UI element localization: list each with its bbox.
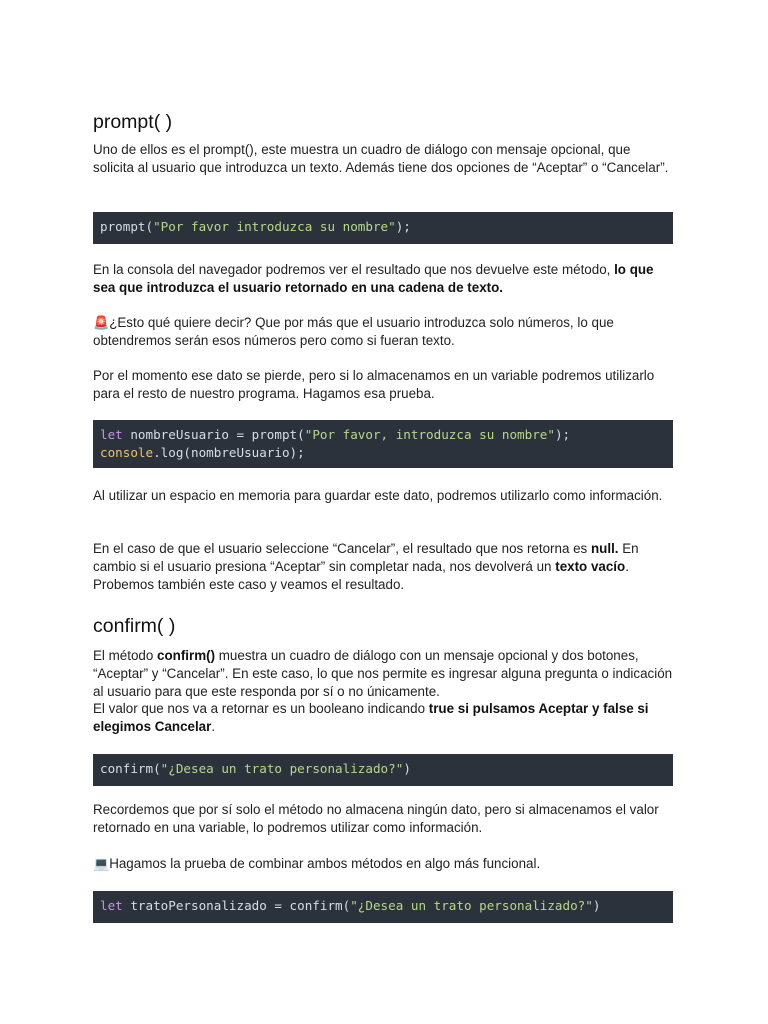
prompt-explanation-paragraph: [93, 314, 675, 350]
text-run: muestra un cuadro de diálogo con un mensaje opcional y dos botones, “Aceptar” y “Cancelar”. En este caso, lo que nos permite es ingresar alguna pregunta o indicación al usuario para que este responda por sí o no únicamente.: [93, 648, 673, 699]
bold-text: texto vacío: [555, 558, 626, 574]
code-token: prompt(: [100, 219, 154, 234]
code-string: "Por favor introduzca su nombre": [153, 219, 396, 234]
code-string: "¿Desea un trato personalizado?": [350, 898, 593, 913]
code-string: "¿Desea un trato personalizado?": [160, 761, 404, 776]
laptop-icon: 💻: [93, 856, 110, 871]
code-string: "Por favor, introduzca su nombre": [304, 427, 555, 442]
text-run: En el caso de que el usuario seleccione “Cancelar”, el resultado que nos retorna es: [93, 541, 591, 556]
text-run: El método: [93, 648, 158, 663]
confirm-intro-paragraph: [93, 647, 675, 736]
text-run: . Probemos también este caso y veamos el resultado.: [93, 558, 629, 592]
prompt-heading: prompt( ): [93, 111, 173, 133]
text-run: En cambio si el usuario presiona “Aceptar” sin completar nada, nos devolverá un: [93, 541, 639, 574]
code-token: );: [395, 219, 411, 234]
text-run: El valor que nos va a retornar es un booleano indicando: [93, 701, 429, 717]
bold-text: true si pulsamos Aceptar y false si elegimos Cancelar: [93, 701, 649, 735]
text-run: Hagamos la prueba de combinar ambos métodos en algo más funcional.: [109, 856, 541, 871]
bold-text: confirm(): [157, 648, 216, 663]
prompt-cancel-paragraph: [93, 540, 675, 593]
text-run: ¿Esto qué quiere decir? Que por más que el usuario introduzca solo números, lo que obtendremos serán esos números pero como si fueran texto.: [93, 315, 614, 348]
code-keyword: let: [100, 427, 123, 442]
code-block-prompt-variable: [93, 420, 673, 468]
text-run: En la consola del navegador podremos ver el resultado que nos devuelve este método,: [93, 262, 615, 277]
code-token: confirm(: [100, 761, 161, 776]
code-token: ): [592, 898, 601, 913]
code-token: ): [403, 761, 411, 776]
code-keyword: let: [100, 898, 123, 913]
confirm-heading: confirm( ): [93, 615, 176, 637]
code-block-prompt: [93, 212, 673, 244]
prompt-intro-paragraph: Uno de ellos es el prompt(), este muestra un cuadro de diálogo con mensaje opcional, que solicita al usuario que introduzca un texto. Además tiene dos opciones de “Aceptar” o “Cancelar”.: [93, 142, 669, 175]
confirm-storage-paragraph: Recordemos que por sí solo el método no almacena ningún dato, pero si almacenamos el valor retornado en una variable, lo podremos utilizar como información.: [93, 802, 659, 835]
code-token: );: [554, 427, 571, 442]
text-run: .: [211, 719, 216, 735]
code-token: .log(nombreUsuario);: [153, 445, 305, 460]
bold-text: lo que sea que introduzca el usuario retornado en una cadena de texto.: [93, 262, 654, 295]
confirm-combine-paragraph: [93, 855, 675, 873]
code-token: nombreUsuario = prompt(: [122, 427, 305, 442]
siren-icon: 🚨: [93, 315, 110, 330]
prompt-storage-paragraph: Por el momento ese dato se pierde, pero si lo almacenamos en un variable podremos utilizarlo para el resto de nuestro programa. Hagamos esa prueba.: [93, 368, 655, 401]
prompt-memory-paragraph: Al utilizar un espacio en memoria para guardar este dato, podremos utilizarlo como información.: [93, 488, 663, 503]
code-token: tratoPersonalizado = confirm(: [122, 898, 351, 913]
code-block-confirm-variable: [93, 891, 673, 923]
code-block-confirm: [93, 754, 673, 786]
prompt-result-paragraph: [93, 261, 675, 297]
code-object: console: [100, 445, 154, 460]
bold-text: null.: [590, 541, 619, 556]
